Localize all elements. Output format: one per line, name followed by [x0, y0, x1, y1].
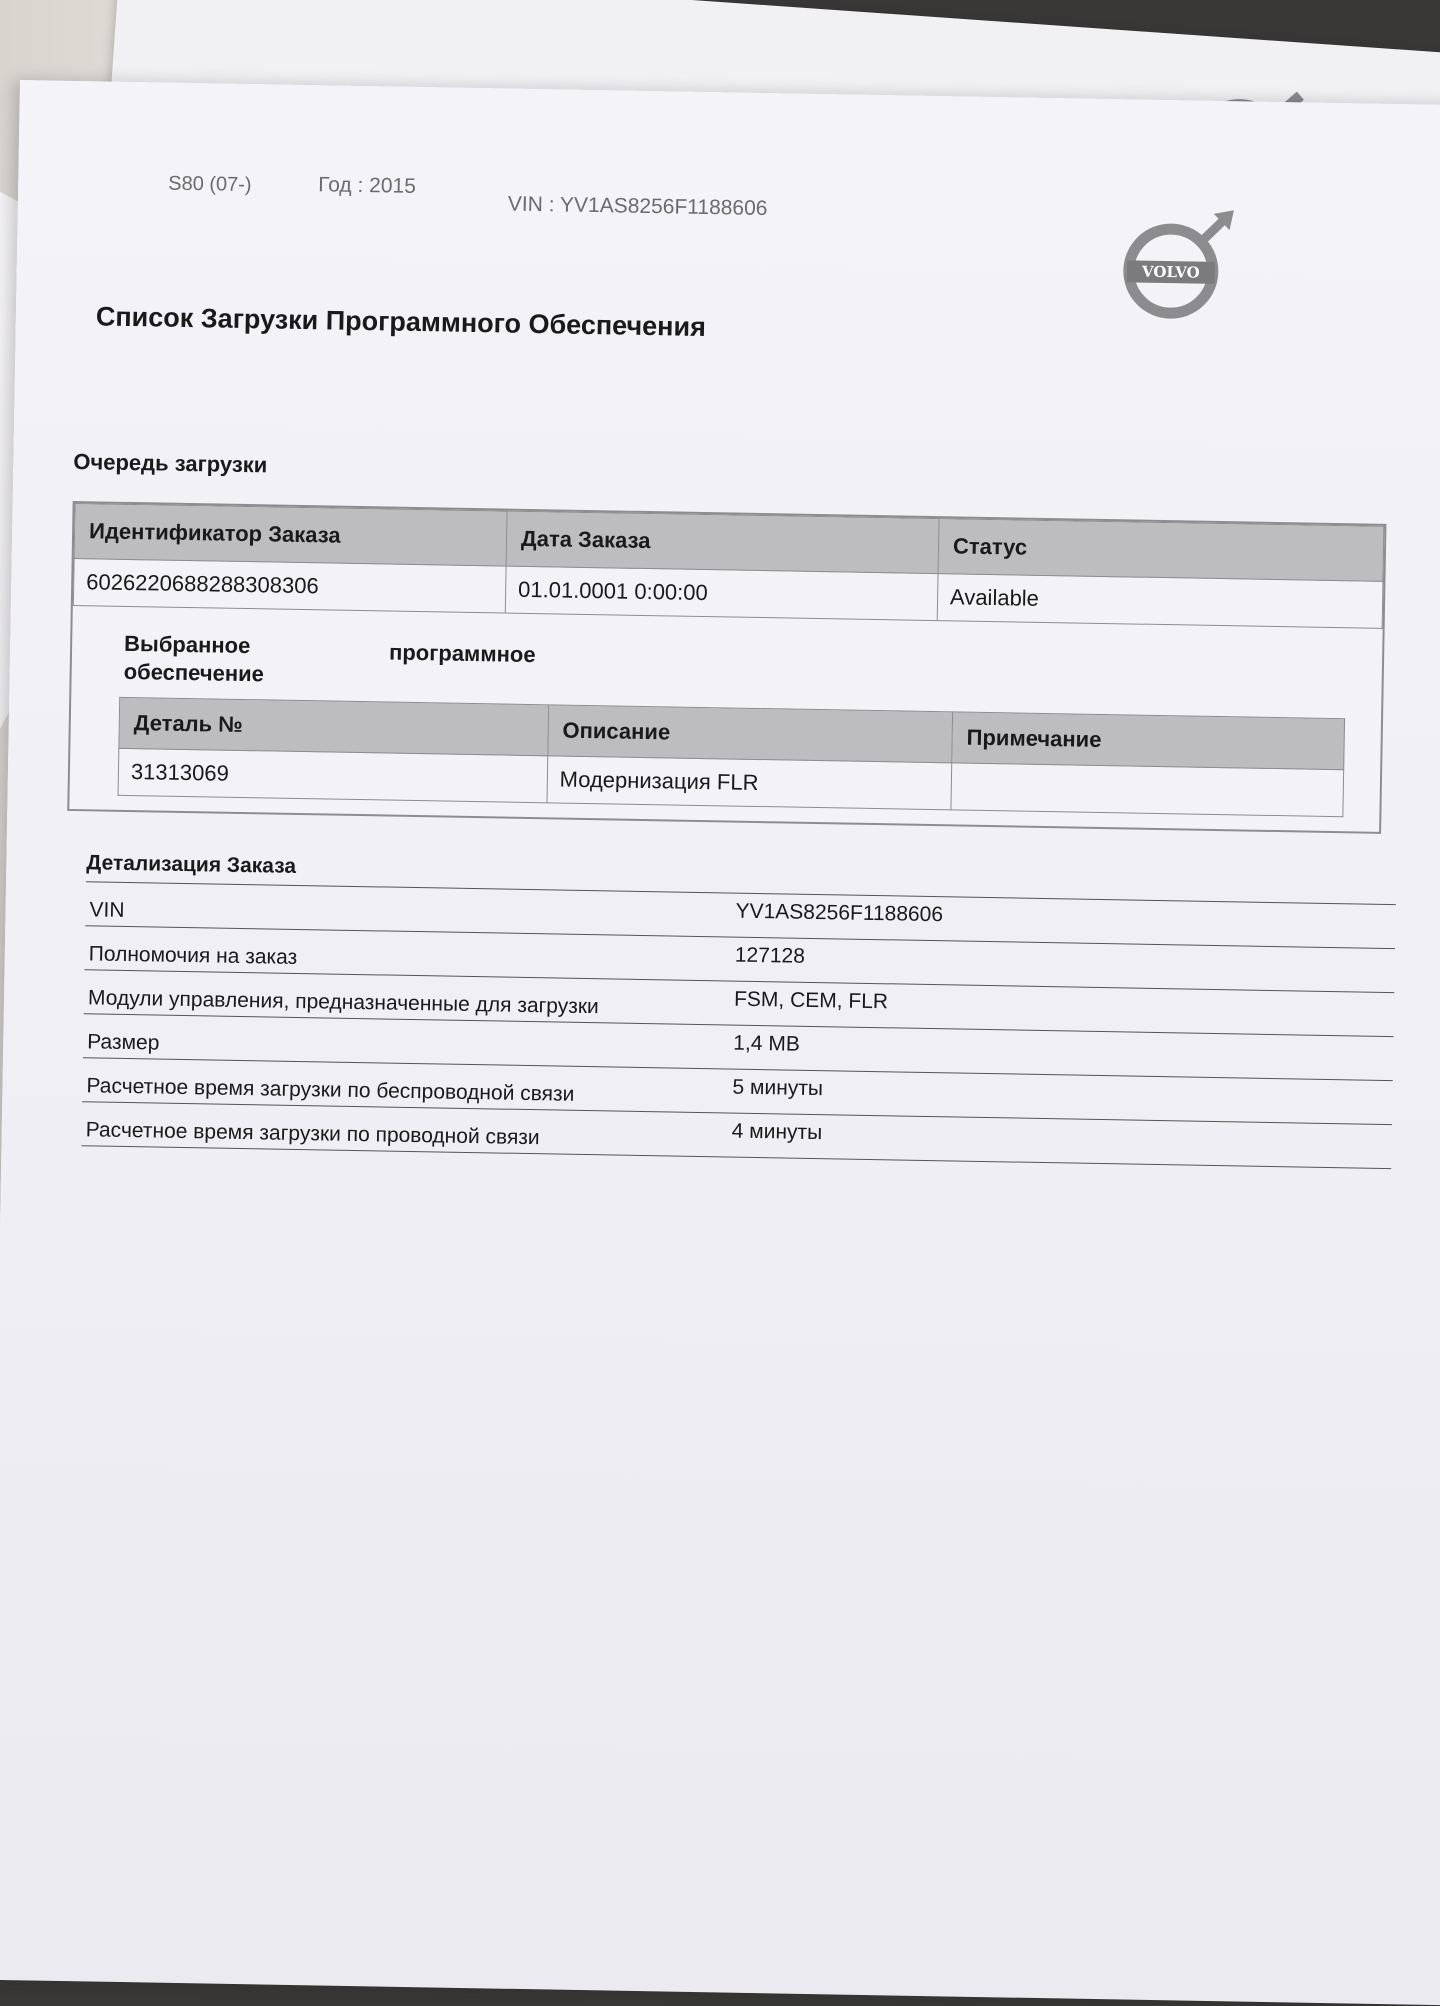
selected-software-title-word2: программное	[388, 639, 536, 668]
download-queue-box	[67, 501, 1386, 834]
order-status: Available	[937, 574, 1383, 629]
detail-value: 4 минуты	[731, 1119, 823, 1145]
volvo-logo-icon	[1116, 204, 1238, 326]
col-note: Примечание	[952, 712, 1345, 770]
document-page	[0, 80, 1440, 2006]
detail-value: YV1AS8256F1188606	[735, 899, 944, 927]
page-title: Список Загрузки Программного Обеспечения	[95, 301, 707, 343]
detail-label: VIN	[89, 898, 125, 922]
col-description: Описание	[548, 705, 953, 763]
col-order-id: Идентификатор Заказа	[74, 504, 507, 567]
detail-value: 5 минуты	[732, 1075, 824, 1101]
selected-software-title-word3: обеспечение	[123, 658, 265, 687]
order-date: 01.01.0001 0:00:00	[505, 566, 938, 621]
selected-software-wrapper	[118, 697, 1346, 817]
selected-software-title-word1: Выбранное	[123, 630, 251, 659]
volvo-logo-text: VOLVO	[1141, 262, 1200, 282]
part-description: Модернизация FLR	[547, 756, 952, 810]
col-part-number: Деталь №	[119, 697, 549, 755]
car-model: S80 (07-)	[168, 172, 252, 197]
part-note	[951, 763, 1344, 817]
detail-label: Расчетное время загрузки по проводной связи	[85, 1118, 540, 1150]
selected-software-table	[118, 697, 1346, 817]
order-id: 6026220688288308306	[73, 559, 506, 614]
detail-label: Размер	[87, 1030, 160, 1055]
selected-software-title	[123, 631, 1382, 709]
detail-label: Полномочия на заказ	[88, 942, 298, 969]
queue-table	[73, 503, 1385, 629]
order-details-title: Детализация Заказа	[86, 851, 1396, 905]
detail-value: FSM, CEM, FLR	[733, 987, 889, 1014]
detail-value: 127128	[734, 943, 806, 968]
detail-value: 1,4 MB	[733, 1031, 801, 1056]
col-order-date: Дата Заказа	[506, 511, 939, 574]
header-vin: VIN : YV1AS8256F1188606	[507, 192, 768, 221]
part-number: 31313069	[118, 748, 548, 802]
model-year: Год : 2015	[318, 173, 417, 198]
order-details	[81, 851, 1396, 1169]
detail-label: Расчетное время загрузки по беспроводной связи	[86, 1074, 575, 1106]
col-status: Статус	[938, 519, 1384, 582]
detail-label: Модули управления, предназначенные для загрузки	[87, 986, 599, 1019]
queue-title: Очередь загрузки	[73, 448, 268, 478]
